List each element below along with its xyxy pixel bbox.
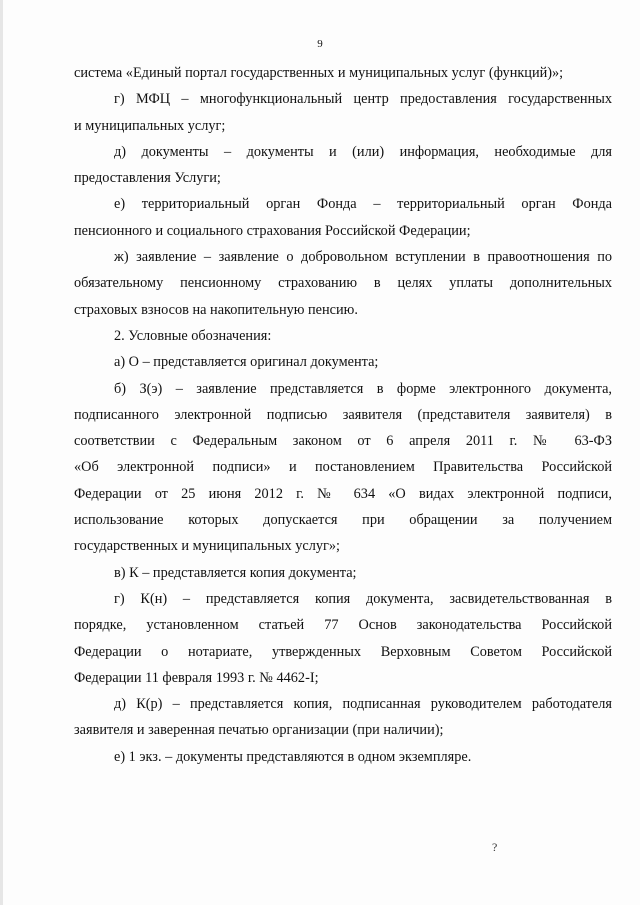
text-line: «Об электронной подписи» и постановлением Правительства Российской	[74, 459, 612, 476]
text-line: 2. Условные обозначения:	[114, 327, 272, 344]
text-line: д) К(р) – представляется копия, подписанная руководителем работодателя	[114, 696, 612, 713]
text-line: соответствии с Федеральным законом от 6 апреля 2011 г. № 63-ФЗ	[74, 433, 612, 450]
text-line: е) территориальный орган Фонда – территориальный орган Фонда	[114, 196, 612, 213]
text-line: государственных и муниципальных услуг»;	[74, 538, 340, 555]
scan-edge	[0, 0, 3, 905]
text-line: система «Единый портал государственных и муниципальных услуг (функций)»;	[74, 65, 564, 81]
text-line: пенсионного и социального страхования Российской Федерации;	[74, 222, 471, 239]
text-line: заявителя и заверенная печатью организации (при наличии);	[74, 722, 444, 739]
text-line: г) К(н) – представляется копия документа, засвидетельствованная в	[114, 590, 612, 607]
corner-mark: ?	[492, 840, 498, 854]
text-line: страховых взносов на накопительную пенсию.	[74, 301, 358, 318]
text-line: подписанного электронной подписью заявителя (представителя заявителя) в	[74, 406, 612, 423]
text-line: е) 1 экз. – документы представляются в одном экземпляре.	[114, 748, 472, 765]
text-line: и муниципальных услуг;	[74, 117, 226, 134]
text-line: д) документы – документы и (или) информация, необходимые для	[114, 143, 612, 160]
text-line: Федерации о нотариате, утвержденных Верховным Советом Российской	[74, 643, 612, 660]
text-line: а) О – представляется оригинал документа;	[114, 354, 379, 371]
text-line: порядке, установленном статьей 77 Основ законодательства Российской	[74, 617, 612, 634]
text-line: использование которых допускается при обращении за получением	[74, 512, 612, 529]
text-line: ж) заявление – заявление о добровольном вступлении в правоотношения по	[114, 249, 612, 266]
text-line: в) К – представляется копия документа;	[114, 564, 357, 581]
text-line: Федерации от 25 июня 2012 г. № 634 «О видах электронной подписи,	[74, 485, 612, 502]
text-line: б) З(э) – заявление представляется в форме электронного документа,	[114, 380, 612, 397]
text-line: обязательному пенсионному страхованию в целях уплаты дополнительных	[74, 275, 612, 292]
text-line: Федерации 11 февраля 1993 г. № 4462-I;	[74, 669, 319, 686]
page-number: 9	[317, 38, 323, 50]
text-line: г) МФЦ – многофункциональный центр предоставления государственных	[114, 91, 612, 108]
document-body	[74, 60, 612, 770]
text-line: предоставления Услуги;	[74, 170, 221, 187]
